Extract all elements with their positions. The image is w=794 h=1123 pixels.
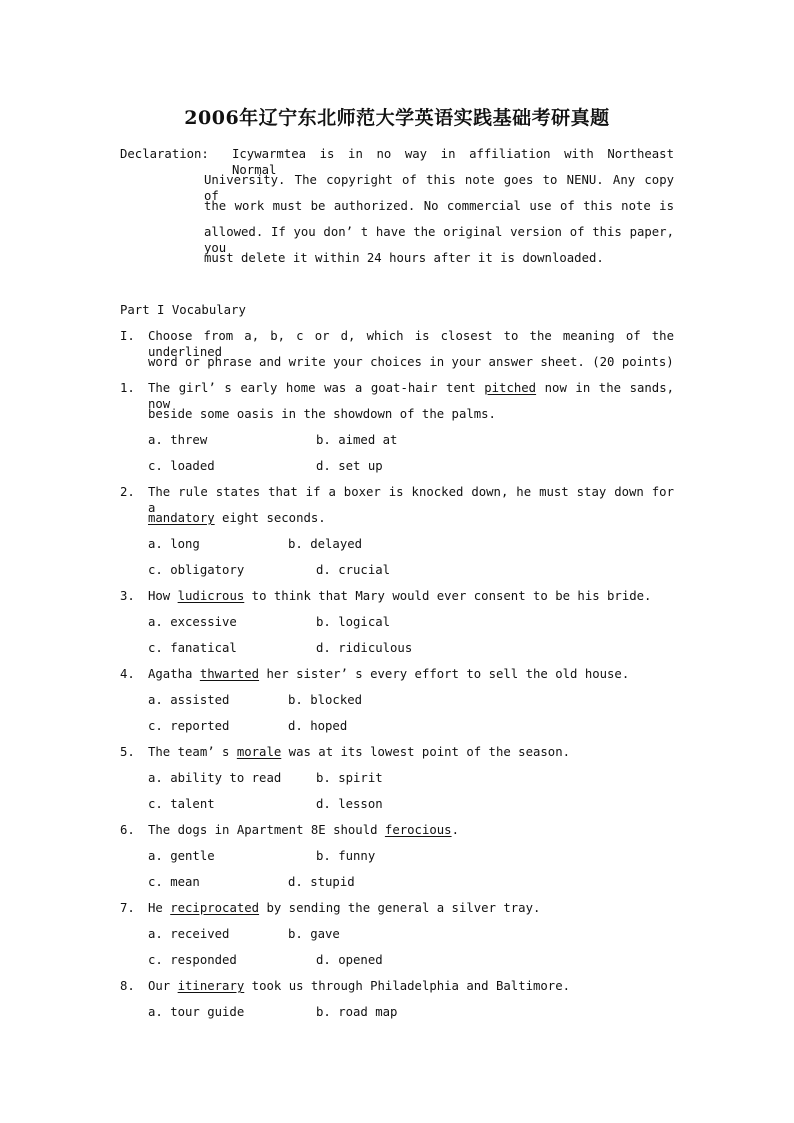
option-c: c. obligatory — [148, 563, 245, 577]
question-stem: He reciprocated by sending the general a silver tray. — [148, 901, 541, 915]
declaration-line: allowed. If you don’ t have the original version of this paper, you — [204, 225, 674, 255]
option-c: c. talent — [148, 797, 215, 811]
underlined-word: thwarted — [199, 667, 260, 681]
option-b: b. aimed at — [316, 433, 398, 447]
option-b: b. spirit — [316, 771, 383, 785]
option-c: c. fanatical — [148, 641, 237, 655]
option-c: c. reported — [148, 719, 230, 733]
question-number: 4. — [120, 667, 135, 681]
section-instructions: Choose from a, b, c or d, which is closest to the meaning of the underlined — [148, 329, 674, 359]
option-a: a. long — [148, 537, 200, 551]
question-number: 7. — [120, 901, 135, 915]
question-stem: Our itinerary took us through Philadelphia and Baltimore. — [148, 979, 571, 993]
option-d: d. ridiculous — [316, 641, 413, 655]
option-d: d. lesson — [316, 797, 383, 811]
question-number: 3. — [120, 589, 135, 603]
page-title: 2006年辽宁东北师范大学英语实践基础考研真题 — [184, 107, 610, 129]
declaration-line: University. The copyright of this note goes to NENU. Any copy of — [204, 173, 674, 203]
option-a: a. tour guide — [148, 1005, 245, 1019]
question-stem: The rule states that if a boxer is knocked down, he must stay down for a — [148, 485, 674, 515]
underlined-word: ludicrous — [177, 589, 245, 603]
underlined-word: reciprocated — [170, 901, 260, 915]
option-b: b. road map — [316, 1005, 398, 1019]
part-heading: Part I Vocabulary — [120, 303, 246, 317]
option-d: d. stupid — [288, 875, 355, 889]
question-number: 5. — [120, 745, 135, 759]
section-number: I. — [120, 329, 135, 343]
option-b: b. delayed — [288, 537, 363, 551]
question-stem: How ludicrous to think that Mary would ever consent to be his bride. — [148, 589, 652, 603]
section-instructions: word or phrase and write your choices in your answer sheet. (20 points) — [148, 355, 674, 369]
option-a: a. assisted — [148, 693, 230, 707]
question-number: 2. — [120, 485, 135, 499]
option-b: b. funny — [316, 849, 376, 863]
option-d: d. opened — [316, 953, 383, 967]
underlined-word: mandatory — [148, 511, 215, 525]
question-stem: mandatory eight seconds. — [148, 511, 326, 525]
option-c: c. responded — [148, 953, 237, 967]
question-stem: The dogs in Apartment 8E should ferocious. — [148, 823, 459, 837]
question-stem: The team’ s morale was at its lowest point of the season. — [148, 745, 570, 759]
option-d: d. crucial — [316, 563, 391, 577]
option-d: d. set up — [316, 459, 383, 473]
option-a: a. excessive — [148, 615, 237, 629]
declaration-line: Icywarmtea is in no way in affiliation with Northeast Normal — [232, 147, 674, 177]
question-stem: The girl’ s early home was a goat-hair tent pitched now in the sands, now — [148, 381, 675, 411]
option-a: a. received — [148, 927, 230, 941]
option-a: a. ability to read — [148, 771, 282, 785]
question-stem: beside some oasis in the showdown of the palms. — [148, 407, 496, 421]
option-b: b. gave — [288, 927, 340, 941]
option-b: b. blocked — [288, 693, 363, 707]
question-number: 1. — [120, 381, 135, 395]
option-c: c. mean — [148, 875, 200, 889]
declaration-line: must delete it within 24 hours after it is downloaded. — [204, 251, 604, 265]
underlined-word: ferocious — [384, 823, 452, 837]
option-d: d. hoped — [288, 719, 348, 733]
option-b: b. logical — [316, 615, 391, 629]
underlined-word: itinerary — [177, 979, 245, 993]
underlined-word: pitched — [484, 381, 537, 395]
question-number: 6. — [120, 823, 135, 837]
declaration-line: the work must be authorized. No commercial use of this note is — [204, 199, 674, 213]
option-c: c. loaded — [148, 459, 215, 473]
underlined-word: morale — [236, 745, 282, 759]
question-stem: Agatha thwarted her sister’ s every effort to sell the old house. — [148, 667, 630, 681]
option-a: a. threw — [148, 433, 208, 447]
option-a: a. gentle — [148, 849, 215, 863]
declaration-label: Declaration: — [120, 147, 209, 161]
question-number: 8. — [120, 979, 135, 993]
